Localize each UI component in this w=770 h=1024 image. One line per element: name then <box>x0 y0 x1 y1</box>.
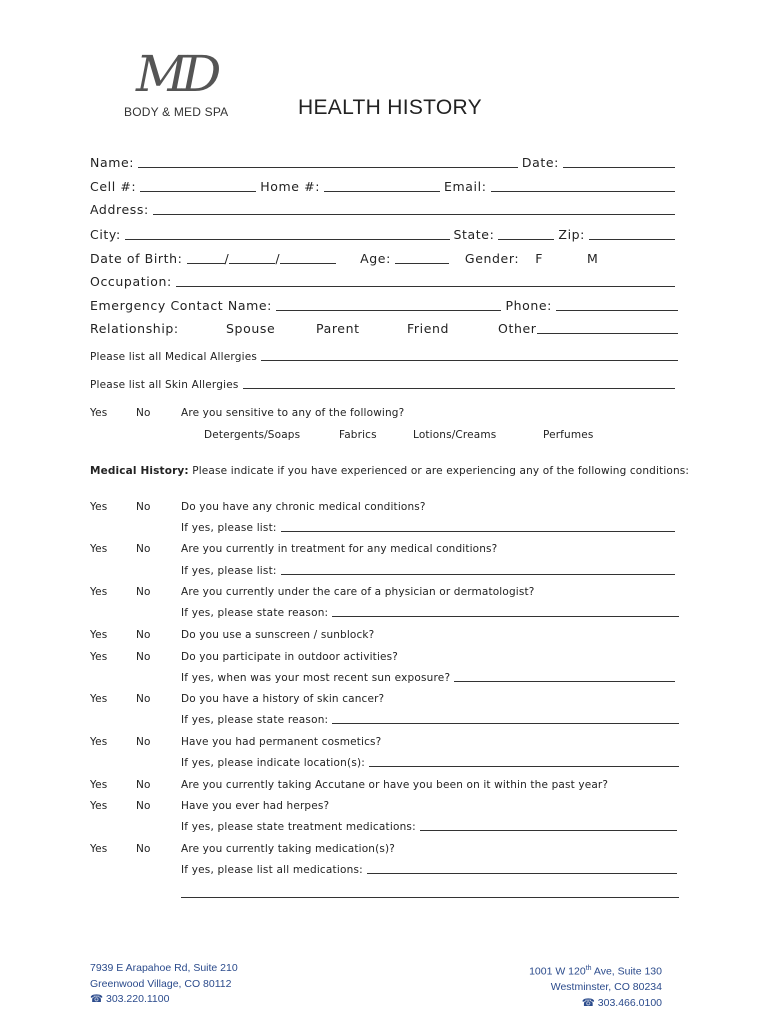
q1-yes-option[interactable]: Yes <box>90 501 108 513</box>
q2-yes-option[interactable]: Yes <box>90 543 108 555</box>
q1-followup-field[interactable] <box>281 530 675 532</box>
zip-field[interactable] <box>589 238 675 240</box>
city-label: City: <box>90 227 121 242</box>
q10-no-option[interactable]: No <box>136 843 151 855</box>
emergency-phone-field[interactable] <box>556 309 678 311</box>
q3-followup-field[interactable] <box>332 615 679 617</box>
footer-left-address <box>90 961 238 1008</box>
address-field[interactable] <box>153 213 675 215</box>
skin-allergies-label: Please list all Skin Allergies <box>90 379 239 391</box>
date-field[interactable] <box>563 166 675 168</box>
spa-logo <box>118 45 238 122</box>
q9-no-option[interactable]: No <box>136 800 151 812</box>
q10-yes-option[interactable]: Yes <box>90 843 108 855</box>
q5-no-option[interactable]: No <box>136 651 151 663</box>
relationship-label: Relationship: <box>90 321 179 336</box>
sensitive-option-lotions[interactable]: Lotions/Creams <box>413 429 497 441</box>
relationship-other-field[interactable] <box>537 332 679 334</box>
q3-no-option[interactable]: No <box>136 586 151 598</box>
footer-right-city: Westminster, CO 80234 <box>550 981 662 993</box>
relationship-option-spouse[interactable]: Spouse <box>226 321 276 336</box>
medical-history-text: Please indicate if you have experienced or are experiencing any of the following conditions: <box>192 465 690 477</box>
q1-question: Do you have any chronic medical conditions? <box>181 501 426 513</box>
medical-allergies-field[interactable] <box>261 359 678 361</box>
page-title: HEALTH HISTORY <box>298 96 482 119</box>
q4-yes-option[interactable]: Yes <box>90 629 108 641</box>
q5-followup-row <box>181 672 675 684</box>
q7-question: Have you had permanent cosmetics? <box>181 736 382 748</box>
q7-no-option[interactable]: No <box>136 736 151 748</box>
cell-field[interactable] <box>140 190 256 192</box>
logo-monogram: MD <box>136 45 216 103</box>
date-label: Date: <box>521 155 559 170</box>
q8-no-option[interactable]: No <box>136 779 151 791</box>
occupation-row <box>90 274 675 289</box>
q2-followup-label: If yes, please list: <box>181 565 277 577</box>
q2-question: Are you currently in treatment for any medical conditions? <box>181 543 498 555</box>
q5-question: Do you participate in outdoor activities? <box>181 651 398 663</box>
q1-followup-row <box>181 522 675 534</box>
q10-question: Are you currently taking medication(s)? <box>181 843 395 855</box>
q3-yes-option[interactable]: Yes <box>90 586 108 598</box>
relationship-option-parent[interactable]: Parent <box>316 321 360 336</box>
medical-history-label: Medical History: <box>90 465 189 477</box>
name-label: Name: <box>90 155 135 170</box>
age-label: Age: <box>360 251 391 266</box>
q6-followup-field[interactable] <box>332 722 679 724</box>
zip-label: Zip: <box>558 227 585 242</box>
name-field[interactable] <box>138 166 518 168</box>
home-field[interactable] <box>324 190 440 192</box>
q5-yes-option[interactable]: Yes <box>90 651 108 663</box>
q9-question: Have you ever had herpes? <box>181 800 330 812</box>
q10-followup-row <box>181 864 677 876</box>
address-row <box>90 202 675 217</box>
q9-followup-label: If yes, please state treatment medications: <box>181 821 416 833</box>
q2-followup-row <box>181 565 675 577</box>
q9-followup-row <box>181 821 677 833</box>
q7-followup-row <box>181 757 679 769</box>
q2-followup-field[interactable] <box>281 573 675 575</box>
footer-right-address <box>529 961 662 1011</box>
gender-label: Gender: <box>464 251 520 266</box>
occupation-field[interactable] <box>176 285 675 287</box>
city-state-zip-row <box>90 227 675 242</box>
medical-allergies-row <box>90 351 678 363</box>
q4-question: Do you use a sunscreen / sunblock? <box>181 629 375 641</box>
sensitive-option-detergents[interactable]: Detergents/Soaps <box>204 429 301 441</box>
medical-history-intro <box>90 465 689 477</box>
emergency-contact-field[interactable] <box>276 309 501 311</box>
state-label: State: <box>453 227 495 242</box>
q6-followup-row <box>181 714 679 726</box>
q6-yes-option[interactable]: Yes <box>90 693 108 705</box>
emergency-contact-row <box>90 298 678 313</box>
age-field[interactable] <box>395 262 449 264</box>
emergency-contact-label: Emergency Contact Name: <box>90 298 272 313</box>
dob-label: Date of Birth: <box>90 251 183 266</box>
q3-question: Are you currently under the care of a physician or dermatologist? <box>181 586 535 598</box>
medical-allergies-label: Please list all Medical Allergies <box>90 351 258 363</box>
footer-left-street: 7939 E Arapahoe Rd, Suite 210 <box>90 962 238 974</box>
q7-yes-option[interactable]: Yes <box>90 736 108 748</box>
q5-followup-field[interactable] <box>454 680 675 682</box>
footer-left-city: Greenwood Village, CO 80112 <box>90 977 232 990</box>
dob-separator: / <box>224 251 230 266</box>
sensitive-yes-option[interactable]: Yes <box>90 407 108 419</box>
emergency-phone-label: Phone: <box>505 298 552 313</box>
q10-extra-line-field[interactable] <box>181 897 679 898</box>
sensitive-no-option[interactable]: No <box>136 407 151 419</box>
dob-month-field[interactable] <box>187 262 225 264</box>
q7-followup-label: If yes, please indicate location(s): <box>181 757 366 769</box>
q5-followup-label: If yes, when was your most recent sun exposure? <box>181 672 451 684</box>
dob-separator: / <box>275 251 281 266</box>
q7-followup-field[interactable] <box>369 765 679 767</box>
relationship-option-other[interactable]: Other <box>498 321 537 336</box>
sensitive-option-fabrics[interactable]: Fabrics <box>339 429 377 441</box>
gender-option-f[interactable]: F <box>535 251 543 266</box>
q8-yes-option[interactable]: Yes <box>90 779 108 791</box>
occupation-label: Occupation: <box>90 274 172 289</box>
q9-followup-field[interactable] <box>420 829 677 831</box>
footer-right-street: 1001 W 120th Ave, Suite 130 <box>529 965 662 978</box>
sensitive-option-perfumes[interactable]: Perfumes <box>543 429 594 441</box>
gender-option-m[interactable]: M <box>586 251 599 266</box>
footer-right-phone: ☎ 303.466.0100 <box>581 996 662 1009</box>
q1-no-option[interactable]: No <box>136 501 151 513</box>
q8-question: Are you currently taking Accutane or have you been on it within the past year? <box>181 779 609 791</box>
dob-year-field[interactable] <box>280 262 336 264</box>
footer-left-phone: ☎ 303.220.1100 <box>90 993 170 1005</box>
q10-followup-field[interactable] <box>367 872 677 874</box>
q3-followup-row <box>181 607 679 619</box>
dob-day-field[interactable] <box>229 262 275 264</box>
email-label: Email: <box>444 179 487 194</box>
name-date-row <box>90 155 675 170</box>
state-field[interactable] <box>498 238 554 240</box>
q6-followup-label: If yes, please state reason: <box>181 714 329 726</box>
skin-allergies-row <box>90 379 675 391</box>
dob-age-gender-row <box>90 251 598 266</box>
q9-yes-option[interactable]: Yes <box>90 800 108 812</box>
q3-followup-label: If yes, please state reason: <box>181 607 329 619</box>
q10-followup-label: If yes, please list all medications: <box>181 864 363 876</box>
q2-no-option[interactable]: No <box>136 543 151 555</box>
city-field[interactable] <box>125 238 450 240</box>
home-label: Home #: <box>260 179 321 194</box>
sensitive-question: Are you sensitive to any of the following? <box>181 407 405 419</box>
cell-label: Cell #: <box>90 179 137 194</box>
q1-followup-label: If yes, please list: <box>181 522 277 534</box>
relationship-row <box>90 321 678 336</box>
q6-no-option[interactable]: No <box>136 693 151 705</box>
q4-no-option[interactable]: No <box>136 629 151 641</box>
phone-email-row <box>90 179 675 194</box>
q6-question: Do you have a history of skin cancer? <box>181 693 385 705</box>
address-label: Address: <box>90 202 149 217</box>
logo-brand-name: BODY & MED SPA <box>124 105 229 119</box>
skin-allergies-field[interactable] <box>243 387 675 389</box>
email-field[interactable] <box>491 190 675 192</box>
relationship-option-friend[interactable]: Friend <box>407 321 450 336</box>
